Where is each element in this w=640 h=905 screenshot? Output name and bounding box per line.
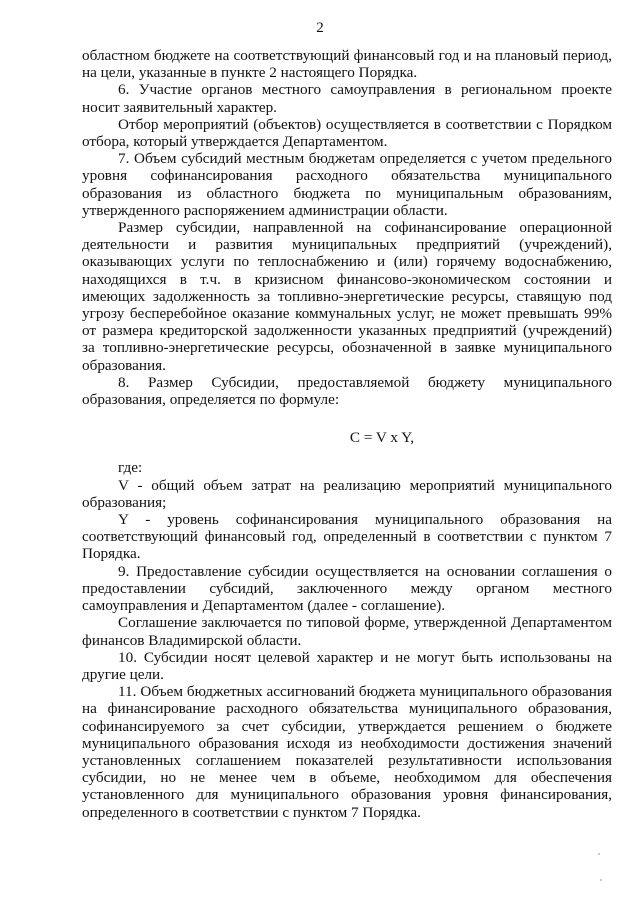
paragraph-item-9: 9. Предоставление субсидии осуществляется на основании соглашения о предоставлении субсидий, заключенного между органом местного самоуправления и Департаментом (далее - соглашение). — [82, 562, 612, 615]
paragraph-item-10: 10. Субсидии носят целевой характер и не могут быть использованы на другие цели. — [82, 648, 612, 683]
paragraph-selection: Отбор мероприятий (объектов) осуществляется в соответствии с Порядком отбора, который утверждается Департаментом. — [82, 115, 612, 151]
formula-variable-y: Y - уровень софинансирования муниципального образования на соответствующий финансовый год, определенный в соответствии с пунктом 7 Порядка. — [82, 511, 612, 563]
paragraph-continuation: областном бюджете на соответствующий финансовый год и на плановый период, на цели, указанные в пункте 2 настоящего Порядка. — [82, 47, 612, 82]
paragraph-agreement: Соглашение заключается по типовой форме, утвержденной Департаментом финансов Владимирской области. — [82, 614, 612, 649]
document-body — [82, 47, 612, 821]
formula-where-label: где: — [118, 459, 143, 477]
paragraph-item-6: 6. Участие органов местного самоуправления в региональном проекте носит заявительный характер. — [82, 81, 612, 116]
paragraph-item-11: 11. Объем бюджетных ассигнований бюджета муниципального образования на финансирование расходного обязательства муниципального образования, софинансируемого за счет субсидии, утверждается решением о бюджете муниципального образования исходя из необходимости достижения значений установленных соглашением показателей результативности использования субсидии, но не менее чем в объеме, необходимом для обеспечения установленного для муниципального образования уровня финансирования, определенного в соответствии с пунктом 7 Порядка. — [82, 683, 612, 821]
formula: C = V x Y, — [349, 429, 415, 447]
page-number: 2 — [316, 20, 324, 36]
paragraph-item-8: 8. Размер Субсидии, предоставляемой бюджету муниципального образования, определяется по формуле: — [82, 373, 612, 409]
scan-speck — [598, 853, 600, 855]
paragraph-item-7: 7. Объем субсидий местным бюджетам определяется с учетом предельного уровня софинансирования расходного обязательства муниципального образования из областного бюджета по муниципальным образованиям, утвержденного распоряжением администрации области. — [82, 150, 612, 219]
paragraph-subsidy-size: Размер субсидии, направленной на софинансирование операционной деятельности и развития муниципальных предприятий (учреждений), оказывающих услуги по теплоснабжению и (или) горячему водоснабжению, находящихся в т.ч. в кризисном финансово-экономическом состоянии и имеющих задолженность за топливно-энергетические ресурсы, ставящую под угрозу бесперебойное оказание коммунальных услуг, не может превышать 99% от размера кредиторской задолженности указанных предприятий (учреждений) за топливно-энергетические ресурсы, обозначенной в заявке муниципального образования. — [82, 219, 612, 374]
formula-variable-v: V - общий объем затрат на реализацию мероприятий муниципального образования; — [82, 476, 612, 511]
scan-speck — [600, 879, 602, 881]
